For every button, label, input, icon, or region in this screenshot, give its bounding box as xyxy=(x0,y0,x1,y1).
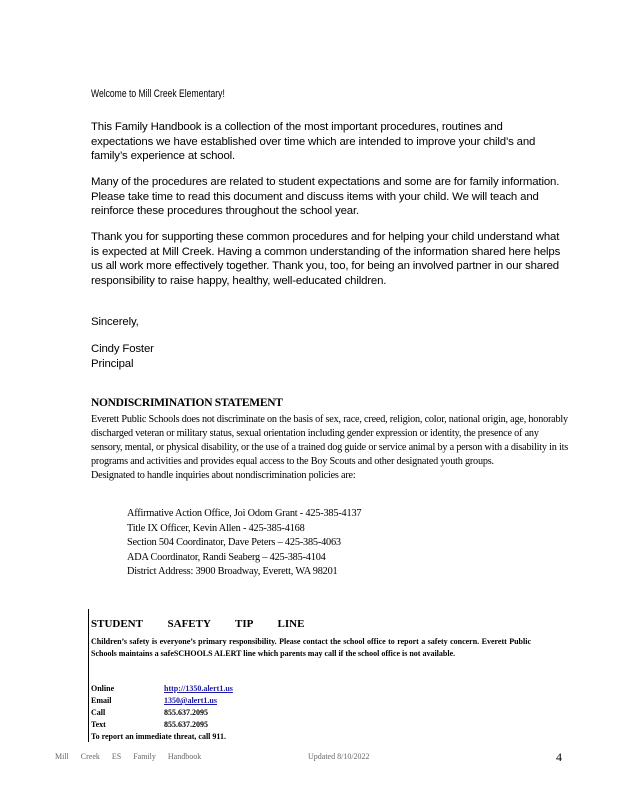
nondiscrimination-designated: Designated to handle inquiries about nondiscrimination policies are: xyxy=(91,470,356,482)
footer-handbook-title: Mill Creek ES Family Handbook xyxy=(55,752,202,761)
welcome-heading: Welcome to Mill Creek Elementary! xyxy=(91,88,225,100)
tip-call-label: Call xyxy=(91,708,106,717)
tip-line-body: Children’s safety is everyone’s primary responsibility. Please contact the school office to report a safety concern. Everett Public Schools maintains a safeSCHOOLS ALERT line which parents may call if the school office is not available. xyxy=(91,637,531,658)
contact-title-ix: Title IX Officer, Kevin Allen - 425-385-4168 xyxy=(127,522,305,534)
nondiscrimination-statement: Everett Public Schools does not discriminate on the basis of sex, race, creed, religion, color, national origin, age, honorably discharged veteran or military status, sexual orientation including gender expression or identity, the presence of any sensory, mental, or physical disability, or the use of a trained dog guide or service animal by a person with a disability in its programs and activities and provides equal access to the Boy Scouts and other designated youth groups. xyxy=(91,414,569,468)
page-number: 4 xyxy=(556,750,562,764)
tip-email-link[interactable]: 1350@alert1.us xyxy=(164,696,217,705)
signer-title: Principal xyxy=(91,358,134,370)
tip-line-title: STUDENT SAFETY TIP LINE xyxy=(91,618,305,630)
signer-name: Cindy Foster xyxy=(91,343,154,355)
tip-email-row xyxy=(91,696,246,705)
letter-paragraph-1: This Family Handbook is a collection of the most important procedures, routines and expectations we have established over time which are intended to improve your child’s and family’s experience at school. xyxy=(91,121,536,162)
contact-affirmative-action: Affirmative Action Office, Joi Odom Grant - 425-385-4137 xyxy=(127,508,362,519)
tip-online-link[interactable]: http://1350.alert1.us xyxy=(164,684,233,693)
tip-call-row xyxy=(91,708,208,717)
tip-email-label: Email xyxy=(91,696,112,705)
tip-online-label: Online xyxy=(91,684,115,693)
tip-text-number: 855.637.2095 xyxy=(164,720,208,729)
contact-ada: ADA Coordinator, Randi Seaberg – 425-385-4104 xyxy=(127,551,326,563)
contact-district-address: District Address: 3900 Broadway, Everett, WA 98201 xyxy=(127,566,338,577)
nondiscrimination-title: NONDISCRIMINATION STATEMENT xyxy=(91,397,283,409)
tip-emergency-row: To report an immediate threat, call 911. xyxy=(91,732,226,741)
letter-paragraph-2: Many of the procedures are related to student expectations and some are for family information. Please take time to read this document and discuss items with your child. We will teach and reinforce these procedures throughout the school year. xyxy=(91,176,560,217)
letter-closing: Sincerely, xyxy=(91,316,139,328)
footer-updated-date: Updated 8/10/2022 xyxy=(308,752,370,761)
tip-online-row xyxy=(91,684,280,693)
letter-paragraph-3: Thank you for supporting these common procedures and for helping your child understand what is expected at Mill Creek. Having a common understanding of the information shared here helps us all work more effectively together. Thank you, too, for being an involved partner in our shared responsibility to raise happy, healthy, well-educated children. xyxy=(91,231,561,287)
tip-call-number: 855.637.2095 xyxy=(164,708,208,717)
nondiscrimination-body xyxy=(91,413,569,483)
tip-text-row xyxy=(91,720,208,729)
tip-text-label: Text xyxy=(91,720,106,729)
contact-section-504: Section 504 Coordinator, Dave Peters – 425-385-4063 xyxy=(127,537,341,548)
nondiscrimination-contact-list xyxy=(127,507,361,580)
tip-line-border xyxy=(88,609,89,742)
